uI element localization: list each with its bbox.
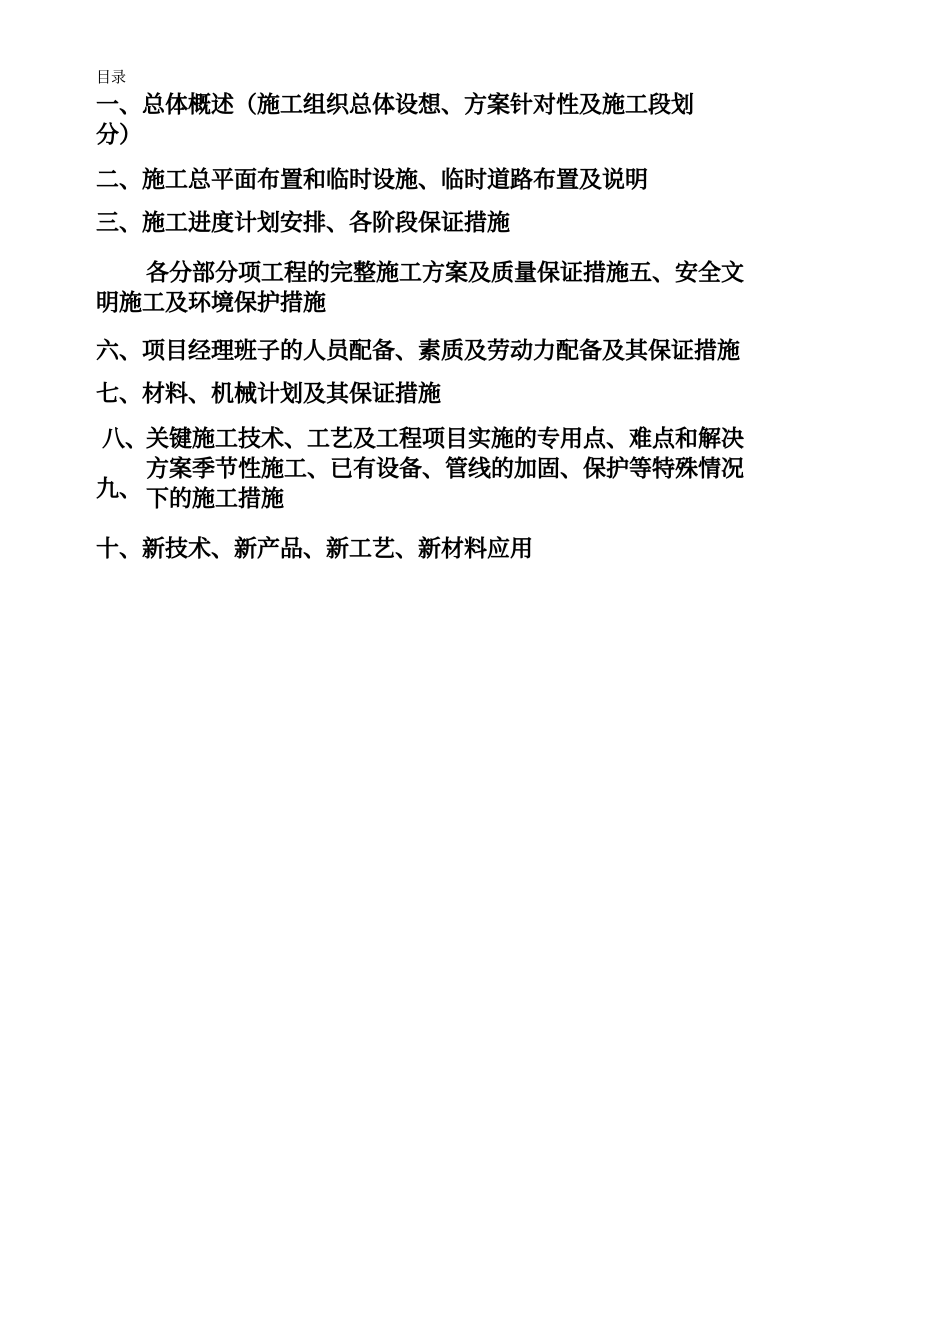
toc-entry-8-number: 八、 [102,426,148,452]
toc-entry-7: 七、材料、机械计划及其保证措施 [96,381,441,407]
toc-entry-1-line-2: 分） [96,122,142,148]
toc-entry-9-text [146,454,744,514]
toc-entry-9-line-2: 下的施工措施 [146,486,284,512]
toc-entry-9 [96,454,856,518]
toc-entry-2: 二、施工总平面布置和临时设施、临时道路布置及说明 [96,167,648,193]
toc-entry-9-line-1: 方案季节性施工、已有设备、管线的加固、保护等特殊情况 [146,456,744,482]
toc-entry-9-number: 九、 [96,476,142,502]
toc-entry-4-line-2: 明施工及环境保护措施 [96,290,326,316]
toc-entry-4 [96,258,856,318]
toc-entry-6: 六、项目经理班子的人员配备、素质及劳动力配备及其保证措施 [96,338,740,364]
toc-entry-8 [96,424,856,454]
toc-entry-1-line-1: 一、总体概述（施工组织总体设想、方案针对性及施工段划 [96,92,694,118]
toc-entry-4-line-1: 各分部分项工程的完整施工方案及质量保证措施五、安全文 [146,260,744,286]
toc-entry-8-text: 关键施工技术、工艺及工程项目实施的专用点、难点和解决 [146,426,744,452]
toc-heading: 目录 [96,68,127,86]
toc-entry-10: 十、新技术、新产品、新工艺、新材料应用 [96,536,533,562]
toc-entry-3: 三、施工进度计划安排、各阶段保证措施 [96,210,510,236]
toc-entry-1 [96,90,856,150]
